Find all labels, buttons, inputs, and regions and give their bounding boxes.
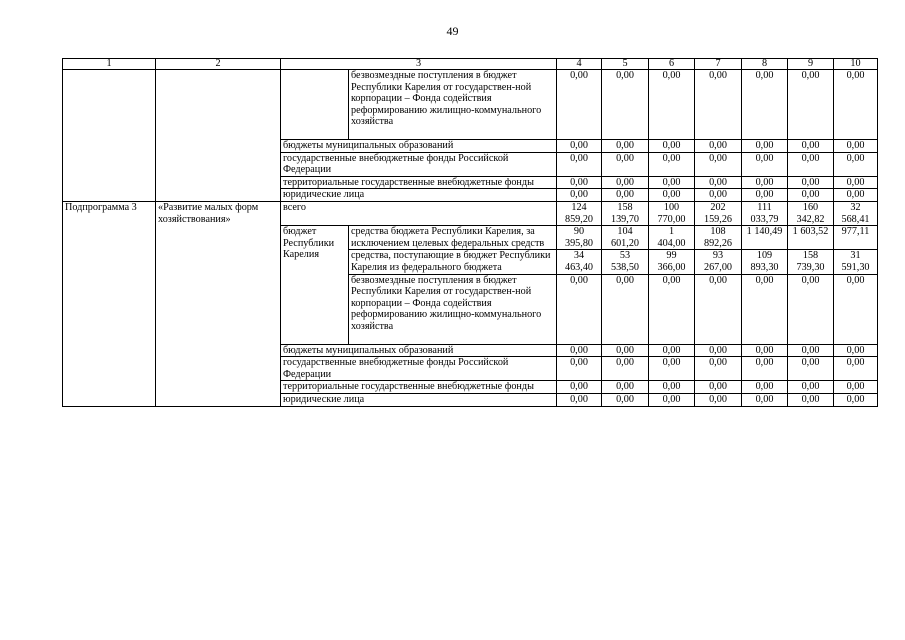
value-cell: 1 140,49 — [742, 226, 788, 250]
budget-source-cell — [281, 70, 349, 140]
row-label: юридические лица — [281, 393, 557, 406]
value-cell: 202 159,26 — [695, 201, 742, 225]
header-cell: 1 — [63, 59, 156, 70]
value-cell: 0,00 — [742, 152, 788, 176]
value-cell: 0,00 — [742, 357, 788, 381]
value-cell: 0,00 — [649, 140, 695, 153]
value-cell: 0,00 — [742, 189, 788, 202]
value-cell: 0,00 — [742, 344, 788, 357]
value-cell: 0,00 — [742, 274, 788, 344]
row-label: всего — [281, 201, 557, 225]
value-cell: 104 601,20 — [602, 226, 649, 250]
header-cell: 7 — [695, 59, 742, 70]
value-cell: 0,00 — [788, 274, 834, 344]
value-cell: 0,00 — [649, 357, 695, 381]
value-cell: 0,00 — [695, 70, 742, 140]
value-cell: 0,00 — [788, 189, 834, 202]
value-cell: 0,00 — [695, 393, 742, 406]
header-cell: 10 — [834, 59, 878, 70]
value-cell: 0,00 — [602, 393, 649, 406]
value-cell: 0,00 — [649, 381, 695, 394]
value-cell: 0,00 — [557, 152, 602, 176]
header-cell: 3 — [281, 59, 557, 70]
value-cell: 0,00 — [742, 140, 788, 153]
value-cell: 0,00 — [788, 176, 834, 189]
value-cell: 0,00 — [557, 189, 602, 202]
value-cell: 0,00 — [742, 70, 788, 140]
value-cell: 0,00 — [695, 140, 742, 153]
value-cell: 0,00 — [788, 140, 834, 153]
value-cell: 0,00 — [742, 176, 788, 189]
value-cell: 109 893,30 — [742, 250, 788, 274]
value-cell: 0,00 — [695, 381, 742, 394]
value-cell: 1 603,52 — [788, 226, 834, 250]
value-cell: 0,00 — [742, 381, 788, 394]
value-cell: 0,00 — [788, 344, 834, 357]
value-cell: 158 739,30 — [788, 250, 834, 274]
table-row — [63, 70, 878, 140]
program-name-cell — [156, 70, 281, 202]
value-cell: 0,00 — [695, 189, 742, 202]
value-cell: 1 404,00 — [649, 226, 695, 250]
budget-source-cell: бюджет Республики Карелия — [281, 226, 349, 344]
value-cell: 0,00 — [602, 274, 649, 344]
value-cell: 0,00 — [557, 344, 602, 357]
program-cell — [63, 70, 156, 202]
value-cell: 108 892,26 — [695, 226, 742, 250]
value-cell: 0,00 — [649, 189, 695, 202]
value-cell: 0,00 — [602, 140, 649, 153]
header-cell: 4 — [557, 59, 602, 70]
value-cell: 0,00 — [557, 357, 602, 381]
table-row — [63, 201, 878, 225]
value-cell: 32 568,41 — [834, 201, 878, 225]
value-cell: 90 395,80 — [557, 226, 602, 250]
value-cell: 0,00 — [649, 70, 695, 140]
value-cell: 160 342,82 — [788, 201, 834, 225]
value-cell: 124 859,20 — [557, 201, 602, 225]
column-number-row — [63, 59, 878, 70]
value-cell: 0,00 — [649, 393, 695, 406]
value-cell: 0,00 — [695, 357, 742, 381]
value-cell: 0,00 — [834, 152, 878, 176]
row-label: безвозмездные поступления в бюджет Республики Карелия от государствен-ной корпорации – Фонда содействия реформированию жилищно-коммунального хозяйства — [349, 70, 557, 140]
value-cell: 0,00 — [557, 140, 602, 153]
header-cell: 2 — [156, 59, 281, 70]
value-cell: 99 366,00 — [649, 250, 695, 274]
value-cell: 53 538,50 — [602, 250, 649, 274]
value-cell: 0,00 — [834, 381, 878, 394]
value-cell: 0,00 — [649, 176, 695, 189]
value-cell: 111 033,79 — [742, 201, 788, 225]
row-label: безвозмездные поступления в бюджет Республики Карелия от государствен-ной корпорации – Фонда содействия реформированию жилищно-коммунального хозяйства — [349, 274, 557, 344]
value-cell: 0,00 — [788, 70, 834, 140]
value-cell: 0,00 — [834, 393, 878, 406]
row-label: бюджеты муниципальных образований — [281, 344, 557, 357]
value-cell: 0,00 — [834, 70, 878, 140]
header-cell: 8 — [742, 59, 788, 70]
value-cell: 0,00 — [602, 176, 649, 189]
value-cell: 977,11 — [834, 226, 878, 250]
financing-table — [62, 58, 878, 407]
value-cell: 0,00 — [788, 357, 834, 381]
row-label: государственные внебюджетные фонды Российской Федерации — [281, 152, 557, 176]
subprogram-number: Подпрограмма 3 — [63, 201, 156, 406]
value-cell: 0,00 — [788, 152, 834, 176]
value-cell: 0,00 — [649, 274, 695, 344]
value-cell: 31 591,30 — [834, 250, 878, 274]
value-cell: 0,00 — [602, 189, 649, 202]
value-cell: 0,00 — [834, 189, 878, 202]
value-cell: 0,00 — [834, 140, 878, 153]
value-cell: 0,00 — [834, 176, 878, 189]
subprogram-name: «Развитие малых форм хозяйствования» — [156, 201, 281, 406]
value-cell: 93 267,00 — [695, 250, 742, 274]
value-cell: 0,00 — [649, 152, 695, 176]
value-cell: 100 770,00 — [649, 201, 695, 225]
value-cell: 0,00 — [695, 344, 742, 357]
row-label: бюджеты муниципальных образований — [281, 140, 557, 153]
value-cell: 0,00 — [788, 393, 834, 406]
value-cell: 0,00 — [834, 274, 878, 344]
value-cell: 0,00 — [557, 70, 602, 140]
value-cell: 0,00 — [557, 381, 602, 394]
value-cell: 0,00 — [557, 176, 602, 189]
value-cell: 34 463,40 — [557, 250, 602, 274]
value-cell: 0,00 — [602, 381, 649, 394]
row-label: территориальные государственные внебюджетные фонды — [281, 381, 557, 394]
value-cell: 0,00 — [649, 344, 695, 357]
value-cell: 0,00 — [602, 344, 649, 357]
row-label: юридические лица — [281, 189, 557, 202]
header-cell: 6 — [649, 59, 695, 70]
value-cell: 0,00 — [695, 152, 742, 176]
header-cell: 5 — [602, 59, 649, 70]
page-number: 49 — [446, 24, 459, 38]
value-cell: 0,00 — [695, 176, 742, 189]
value-cell: 0,00 — [695, 274, 742, 344]
header-cell: 9 — [788, 59, 834, 70]
row-label: средства бюджета Республики Карелия, за исключением целевых федеральных средств — [349, 226, 557, 250]
row-label: средства, поступающие в бюджет Республики Карелия из федерального бюджета — [349, 250, 557, 274]
value-cell: 0,00 — [557, 274, 602, 344]
value-cell: 0,00 — [602, 152, 649, 176]
value-cell: 0,00 — [742, 393, 788, 406]
row-label: государственные внебюджетные фонды Российской Федерации — [281, 357, 557, 381]
value-cell: 0,00 — [557, 393, 602, 406]
value-cell: 0,00 — [834, 344, 878, 357]
value-cell: 0,00 — [788, 381, 834, 394]
value-cell: 0,00 — [834, 357, 878, 381]
value-cell: 0,00 — [602, 357, 649, 381]
row-label: территориальные государственные внебюджетные фонды — [281, 176, 557, 189]
value-cell: 0,00 — [602, 70, 649, 140]
value-cell: 158 139,70 — [602, 201, 649, 225]
